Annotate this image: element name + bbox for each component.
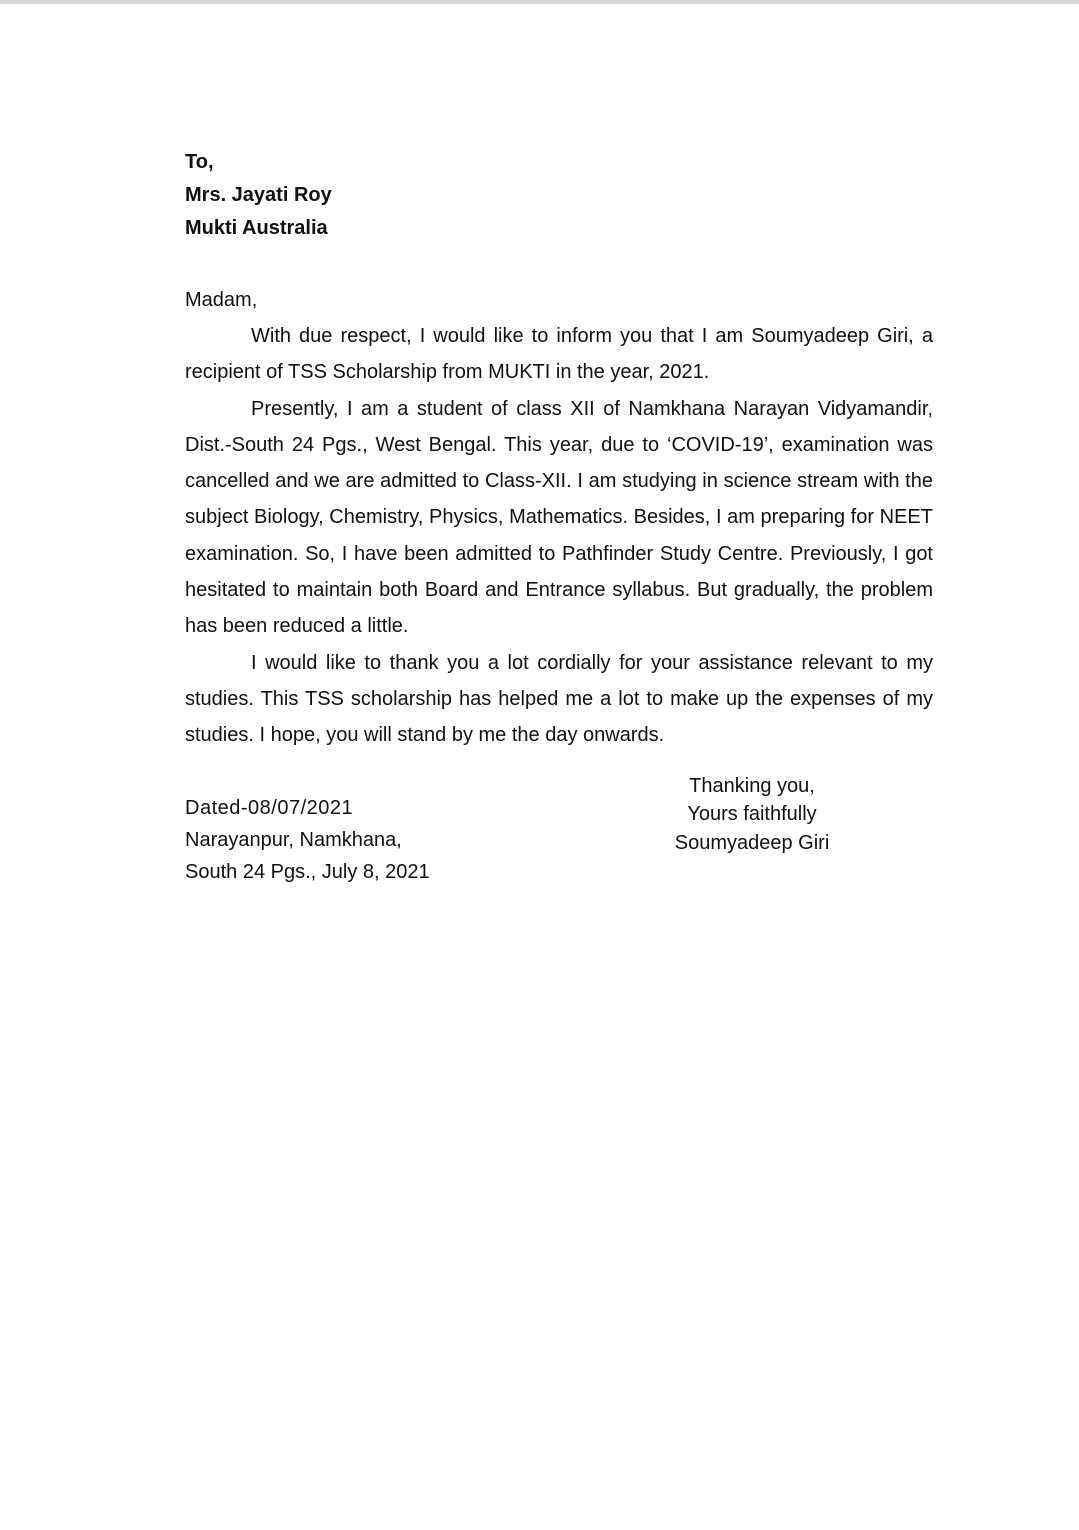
place-line-1: Narayanpur, Namkhana,	[185, 828, 402, 851]
closing-section	[185, 772, 933, 892]
thanking-line: Thanking you,	[689, 774, 815, 797]
addressee-name: Mrs. Jayati Roy	[185, 184, 332, 206]
paragraph-thanks: I would like to thank you a lot cordially for your assistance relevant to my studies. This TSS scholarship has helped me a lot to make up the expenses of my studies. I hope, you will stand by me the day onwards.	[185, 651, 933, 747]
yours-faithfully-line: Yours faithfully	[687, 803, 817, 826]
letter-body	[185, 146, 933, 892]
signature-name: Soumyadeep Giri	[674, 831, 830, 854]
addressee-organization: Mukti Australia	[185, 217, 328, 239]
signoff-block	[625, 772, 879, 858]
dated-line: Dated-08/07/2021	[185, 796, 354, 819]
paragraph-studies: Presently, I am a student of class XII of Namkhana Narayan Vidyamandir, Dist.-South 24 Pgs., West Bengal. This year, due to ‘COVID-19’, examination was cancelled and we are admitted to Class-XII. I am studying in science stream with the subject Biology, Chemistry, Physics, Mathematics. Besides, I am preparing for NEET examination. So, I have been admitted to Pathfinder Study Centre. Previously, I got hesitated to maintain both Board and Entrance syllabus. But gradually, the problem has been reduced a little.	[185, 397, 933, 638]
top-border	[0, 0, 1079, 4]
salutation: Madam,	[185, 289, 258, 311]
place-date-block	[185, 792, 430, 888]
addressee-to: To,	[185, 151, 214, 173]
paragraph-intro: With due respect, I would like to inform you that I am Soumyadeep Giri, a recipient of TSS Scholarship from MUKTI in the year, 2021.	[185, 325, 933, 384]
addressee-block	[185, 146, 933, 245]
place-line-2: South 24 Pgs., July 8, 2021	[185, 860, 430, 883]
